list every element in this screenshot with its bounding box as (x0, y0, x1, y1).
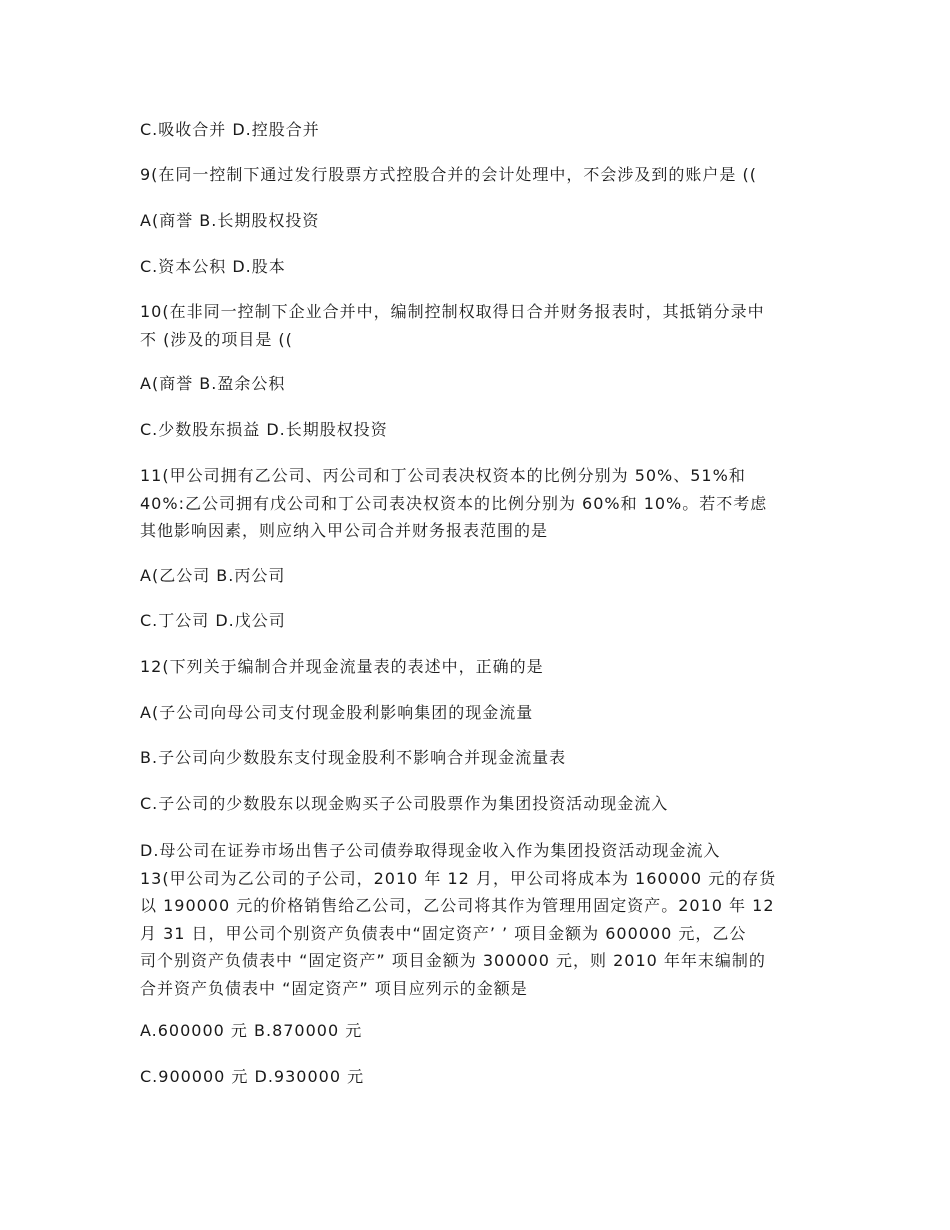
q11-options-ab: A(乙公司 B.丙公司 (140, 566, 286, 585)
q9-options-cd: C.资本公积 D.股本 (140, 257, 286, 276)
q11-stem-line-3: 其他影响因素，则应纳入甲公司合并财务报表范围的是 (140, 521, 549, 540)
q12-option-d: D.母公司在证券市场出售子公司债券取得现金收入作为集团投资活动现金流入 (140, 841, 721, 860)
q10-options-cd: C.少数股东损益 D.长期股权投资 (140, 420, 388, 439)
q11-stem (140, 462, 820, 545)
q10-stem-line-1: 10(在非同一控制下企业合并中，编制控制权取得日合并财务报表时，其抵销分录中 (140, 302, 765, 321)
q12-option-a: A(子公司向母公司支付现金股利影响集团的现金流量 (140, 703, 534, 722)
q8-options-cd: C.吸收合并 D.控股合并 (140, 120, 320, 139)
q10-stem (140, 298, 820, 353)
q13-options-cd: C.900000 元 D.930000 元 (140, 1067, 365, 1086)
q11-options-cd: C.丁公司 D.戊公司 (140, 611, 286, 630)
q10-stem-line-2: 不 (涉及的项目是 (( (140, 329, 293, 349)
q12-option-b: B.子公司向少数股东支付现金股利不影响合并现金流量表 (140, 748, 567, 767)
q13-stem-line-3: 月 31 日，甲公司个别资产负债表中“固定资产’ ’ 项目金额为 600000 元，乙公 (140, 923, 747, 943)
q13-options-ab: A.600000 元 B.870000 元 (140, 1021, 363, 1040)
q9-stem: 9(在同一控制下通过发行股票方式控股合并的会计处理中，不会涉及到的账户是 (( (140, 165, 757, 184)
q12-option-c: C.子公司的少数股东以现金购买子公司股票作为集团投资活动现金流入 (140, 794, 669, 813)
q13-stem-line-5: 合并资产负债表中 “固定资产” 项目应列示的金额是 (140, 978, 528, 998)
q11-stem-line-2: 40%:乙公司拥有戊公司和丁公司表决权资本的比例分别为 60%和 10%。若不考虑 (140, 493, 768, 513)
q9-options-ab: A(商誉 B.长期股权投资 (140, 211, 320, 230)
q13-stem-line-2: 以 190000 元的价格销售给乙公司，乙公司将其作为管理用固定资产。2010 年 12 (140, 896, 775, 915)
q13-stem-line-1: 13(甲公司为乙公司的子公司，2010 年 12 月，甲公司将成本为 160000 元的存货 (140, 868, 777, 888)
q10-options-ab: A(商誉 B.盈余公积 (140, 374, 286, 393)
q12-stem: 12(下列关于编制合并现金流量表的表述中，正确的是 (140, 657, 544, 676)
q12-d-and-q13-stem (140, 837, 820, 1002)
q13-stem-line-4: 司个别资产负债表中 “固定资产” 项目金额为 300000 元，则 2010 年年末编制的 (140, 951, 766, 970)
q11-stem-line-1: 11(甲公司拥有乙公司、丙公司和丁公司表决权资本的比例分别为 50%、51%和 (140, 466, 746, 485)
